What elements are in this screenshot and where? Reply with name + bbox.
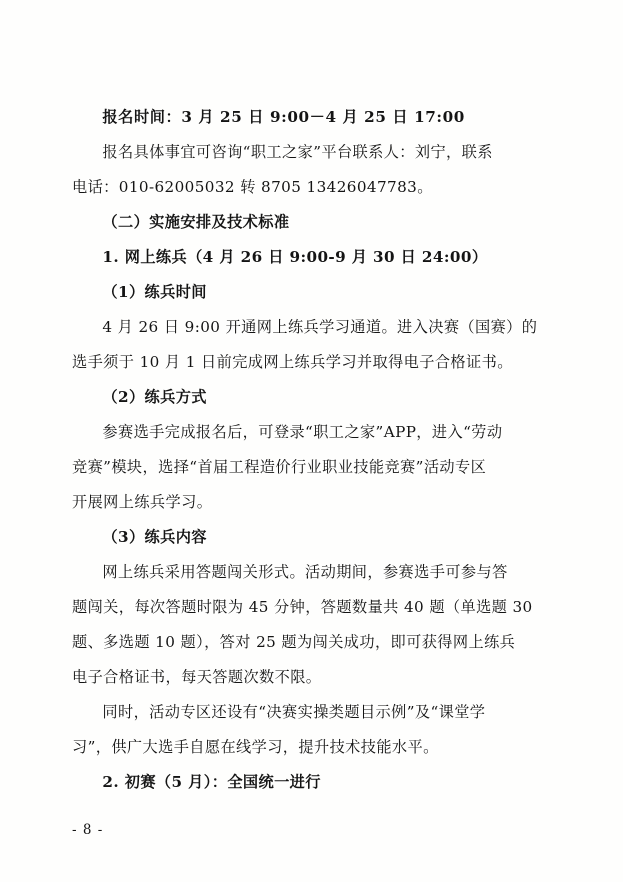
paragraph-item-1-2-body-2: 竞赛”模块，选择“首届工程造价行业职业技能竞赛”活动专区 — [72, 458, 487, 476]
paragraph-item-1-3-body-6: 习”，供广大选手自愿在线学习，提升技术技能水平。 — [72, 738, 439, 756]
paragraph-section-2-heading: （二）实施安排及技术标准 — [102, 213, 290, 231]
paragraph-item-1-1-heading: （1）练兵时间 — [102, 283, 207, 301]
page-number: - 8 - — [72, 822, 104, 838]
paragraph-signup-contact-2: 电话：010-62005032 转 8705 13426047783。 — [72, 178, 433, 196]
paragraph-item-1-1-body-1: 4 月 26 日 9:00 开通网上练兵学习通道。进入决赛（国赛）的 — [102, 318, 538, 336]
paragraph-item-1-1-body-2: 选手须于 10 月 1 日前完成网上练兵学习并取得电子合格证书。 — [72, 353, 513, 371]
paragraph-item-1-heading: 1. 网上练兵（4 月 26 日 9:00-9 月 30 日 24:00） — [102, 248, 488, 266]
paragraph-item-1-3-body-4: 电子合格证书，每天答题次数不限。 — [72, 668, 322, 686]
paragraph-item-1-2-body-3: 开展网上练兵学习。 — [72, 493, 213, 511]
paragraph-item-1-3-body-5: 同时，活动专区还设有“决赛实操类题目示例”及“课堂学 — [102, 703, 486, 721]
paragraph-item-1-3-body-2: 题闯关，每次答题时限为 45 分钟，答题数量共 40 题（单选题 30 — [72, 598, 533, 616]
paragraph-item-1-3-body-1: 网上练兵采用答题闯关形式。活动期间，参赛选手可参与答 — [102, 563, 508, 581]
paragraph-item-1-3-body-3: 题、多选题 10 题），答对 25 题为闯关成功，即可获得网上练兵 — [72, 633, 516, 651]
paragraph-item-1-3-heading: （3）练兵内容 — [102, 528, 207, 546]
document-body — [72, 100, 561, 800]
paragraph-signup-time-heading: 报名时间：3 月 25 日 9:00－4 月 25 日 17:00 — [102, 108, 465, 126]
paragraph-item-2-heading: 2. 初赛（5 月）：全国统一进行 — [102, 773, 321, 791]
paragraph-signup-contact-1: 报名具体事宜可咨询“职工之家”平台联系人：刘宁，联系 — [102, 143, 493, 161]
paragraph-item-1-2-heading: （2）练兵方式 — [102, 388, 207, 406]
paragraph-item-1-2-body-1: 参赛选手完成报名后，可登录“职工之家”APP，进入“劳动 — [102, 423, 503, 441]
